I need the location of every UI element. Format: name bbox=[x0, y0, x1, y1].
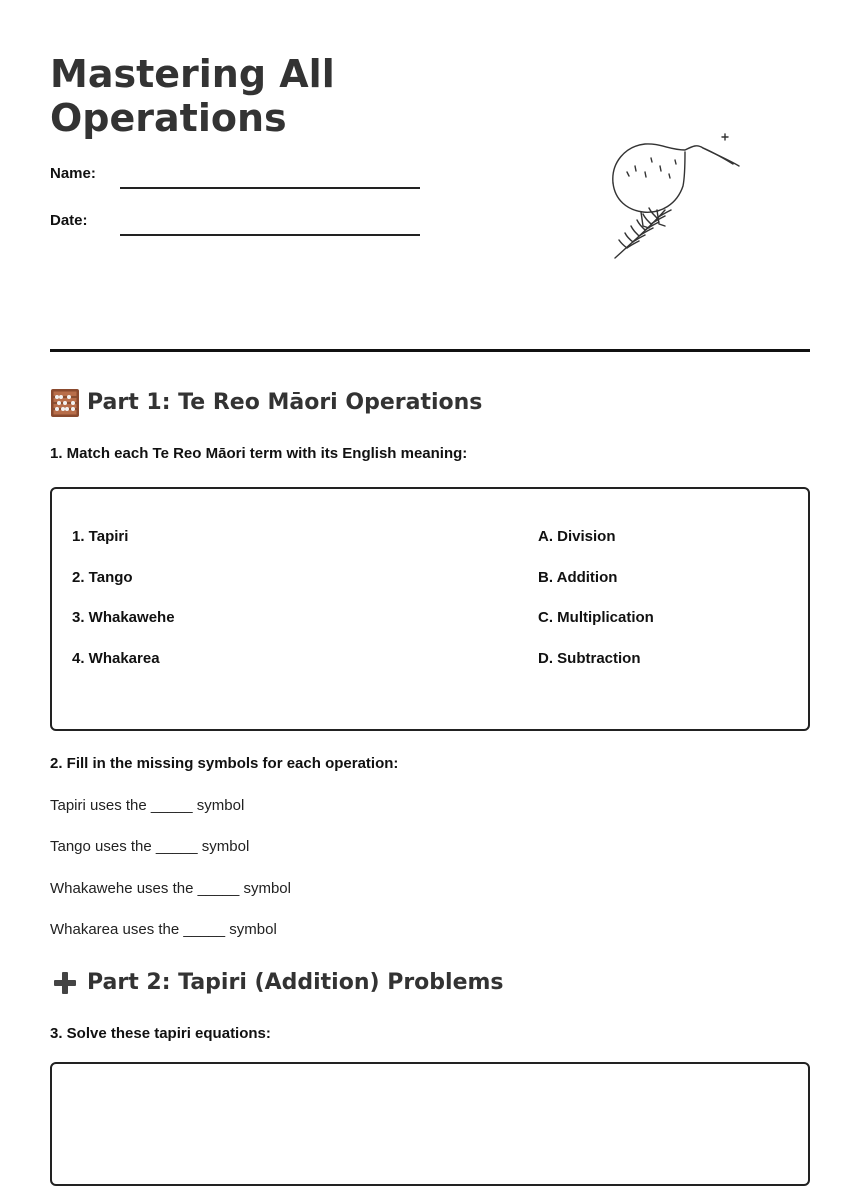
title-line-1: Mastering All bbox=[50, 52, 335, 96]
meaning-item: B. Addition bbox=[538, 568, 618, 586]
term-item: 1. Tapiri bbox=[72, 528, 129, 545]
equations-box bbox=[50, 1062, 810, 1186]
page-title bbox=[50, 52, 470, 140]
matching-box bbox=[50, 487, 810, 731]
abacus-icon bbox=[50, 388, 80, 418]
part2-heading bbox=[50, 968, 504, 998]
name-field[interactable] bbox=[120, 187, 420, 189]
fill-line: Whakawehe uses the _____ symbol bbox=[50, 880, 291, 897]
part1-title: Part 1: Te Reo Māori Operations bbox=[87, 390, 483, 415]
part1-heading bbox=[50, 388, 482, 418]
part2-title: Part 2: Tapiri (Addition) Problems bbox=[87, 970, 504, 995]
terms-column bbox=[72, 527, 175, 689]
fill-line: Tango uses the _____ symbol bbox=[50, 838, 250, 855]
fill-line: Tapiri uses the _____ symbol bbox=[50, 797, 245, 814]
title-line-2: Operations bbox=[50, 96, 287, 140]
term-item: 2. Tango bbox=[72, 568, 133, 586]
fill-line: Whakarea uses the _____ symbol bbox=[50, 921, 277, 938]
meaning-item: C. Multiplication bbox=[538, 609, 654, 626]
question-1: 1. Match each Te Reo Māori term with its English meaning: bbox=[50, 445, 468, 462]
date-label: Date: bbox=[50, 212, 88, 229]
date-field[interactable] bbox=[120, 234, 420, 236]
term-item: 4. Whakarea bbox=[72, 649, 160, 667]
worksheet-page bbox=[50, 0, 810, 1161]
name-label: Name: bbox=[50, 165, 96, 182]
meaning-item: D. Subtraction bbox=[538, 649, 641, 667]
meaning-item: A. Division bbox=[538, 528, 616, 545]
kiwi-bird-on-fern-icon bbox=[605, 128, 745, 268]
question-2: 2. Fill in the missing symbols for each operation: bbox=[50, 755, 399, 772]
question-3: 3. Solve these tapiri equations: bbox=[50, 1025, 271, 1042]
plus-icon bbox=[50, 968, 80, 998]
term-item: 3. Whakawehe bbox=[72, 609, 175, 626]
header-divider bbox=[50, 349, 810, 352]
meanings-column bbox=[538, 527, 654, 689]
